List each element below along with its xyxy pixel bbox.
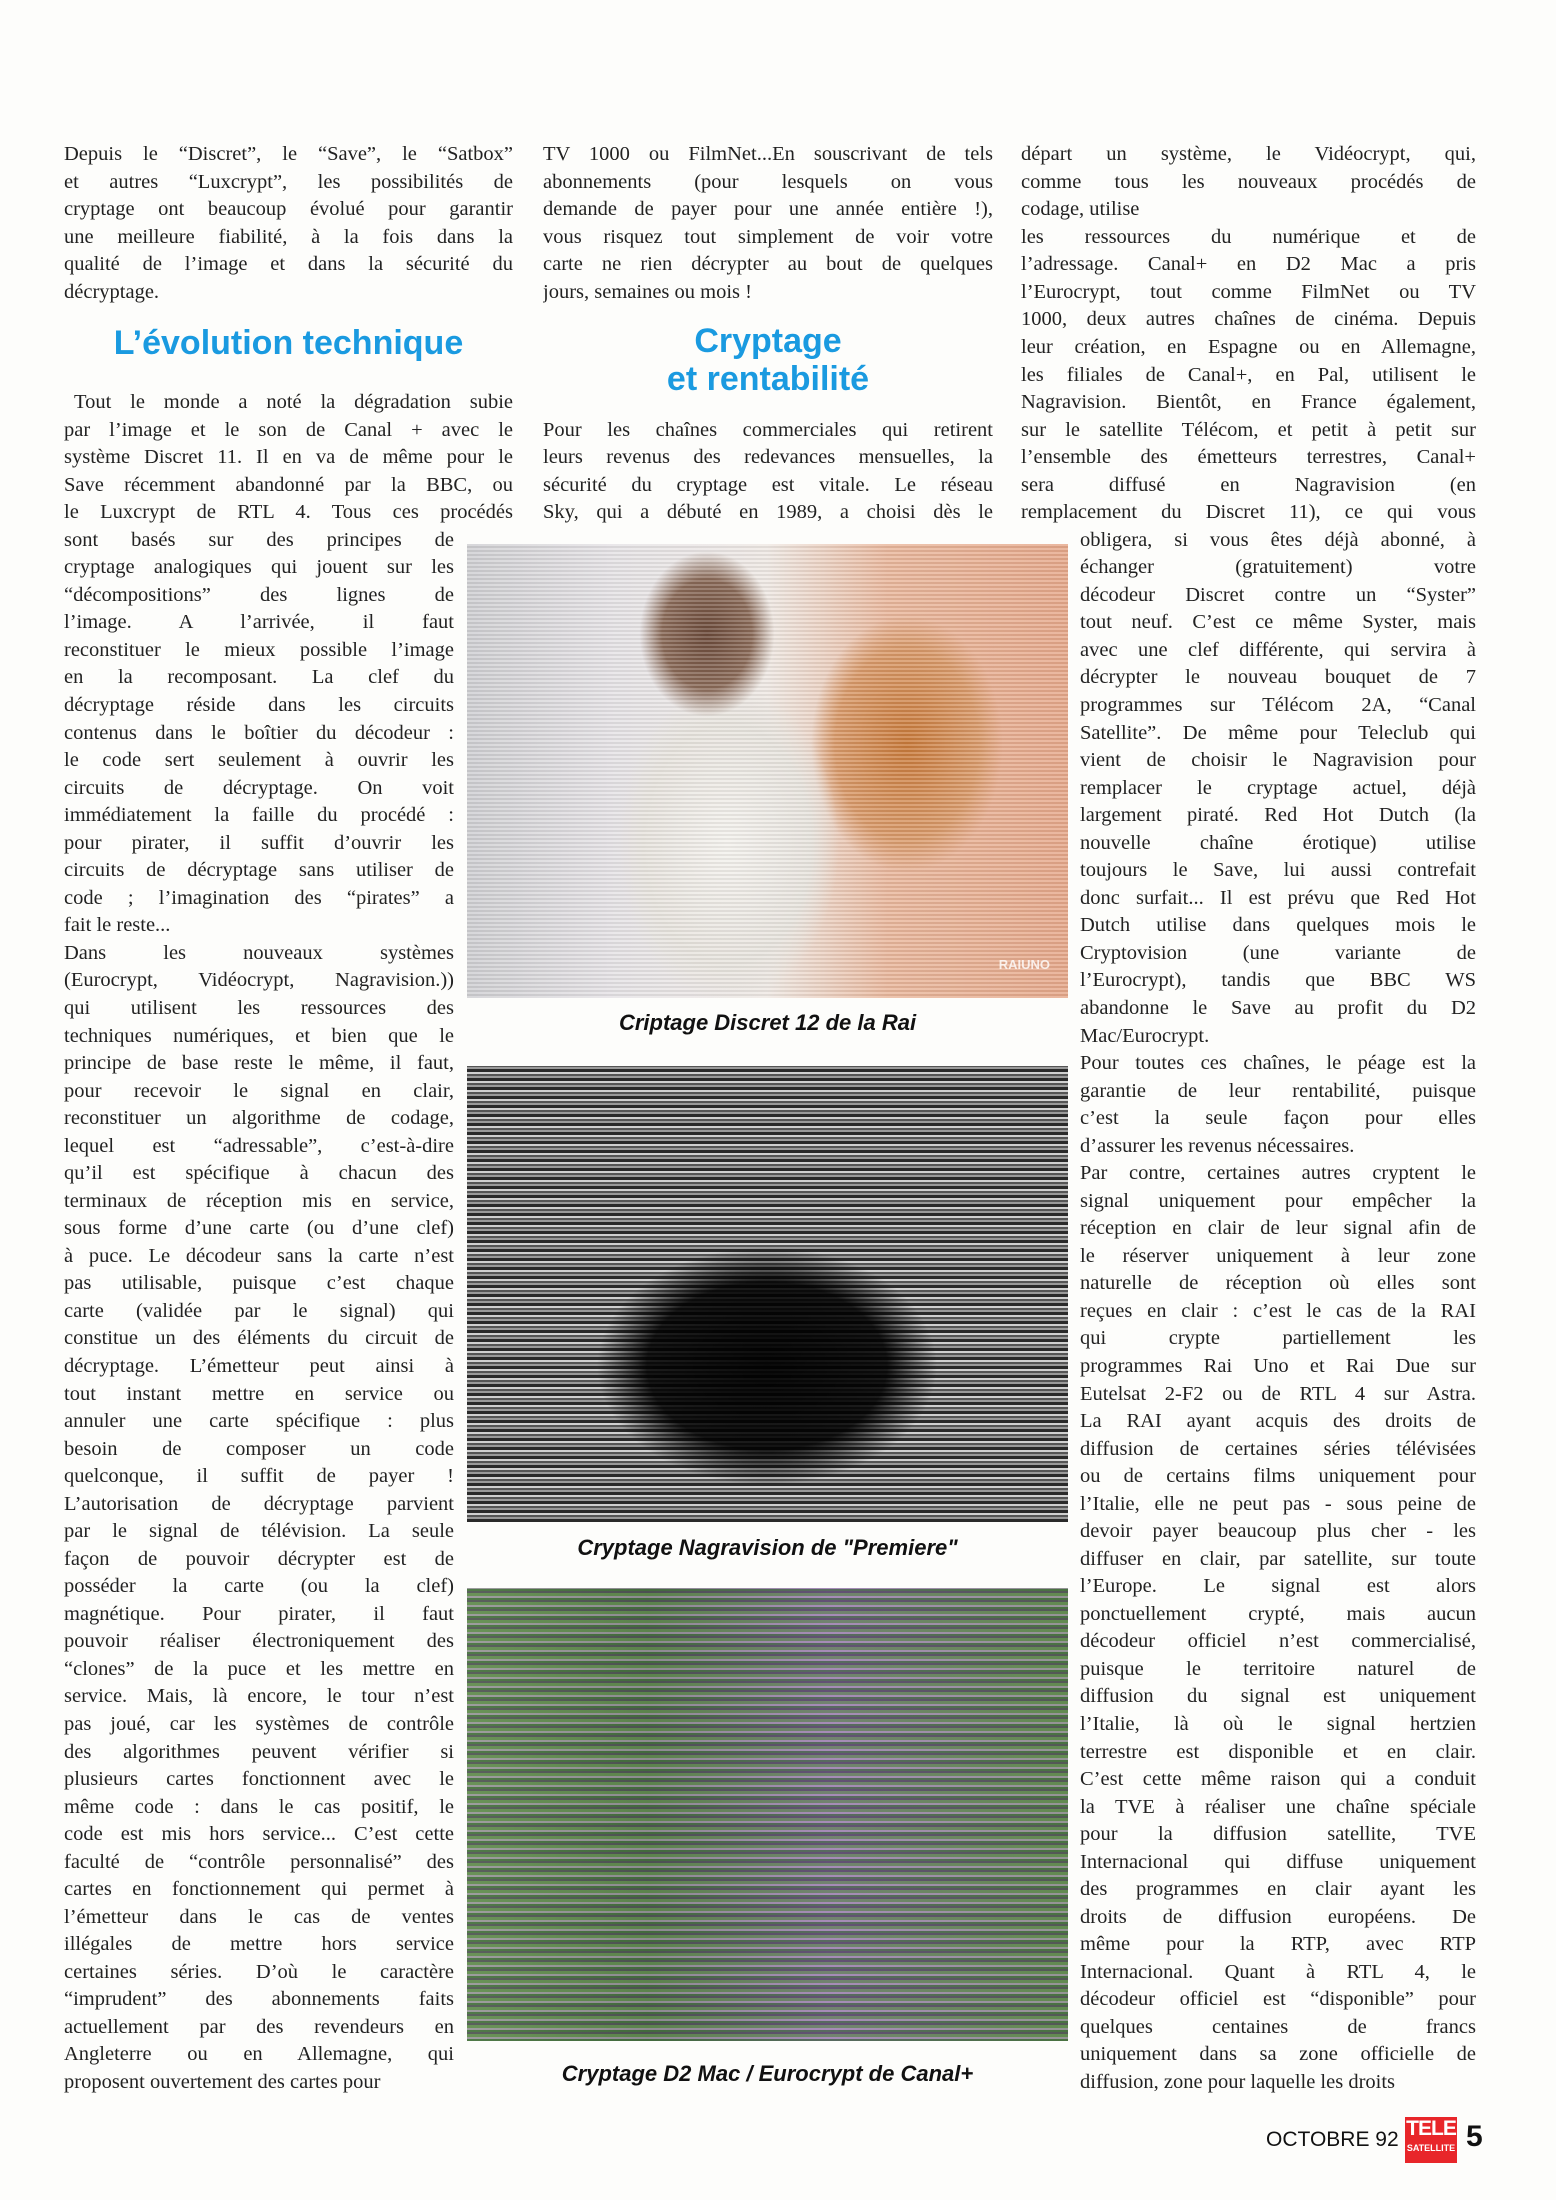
text-line: l’Eurocrypt), tandis que BBC WS [1080,969,1476,992]
photo-d2mac-eurocrypt [467,1588,1068,2041]
tele-satellite-logo [1405,2117,1457,2163]
text-line: tout neuf. C’est ce même Syster, mais [1080,611,1476,634]
text-line: sous forme d’une carte (ou d’une clef) [64,1217,454,1240]
text-line: vous risquez tout simplement de voir votre [543,225,993,248]
section-heading-evolution: L’évolution technique [113,324,464,362]
text-line: diffuser en clair, par satellite, sur toute [1080,1547,1476,1570]
text-line: une meilleure fiabilité, à la fois dans la [64,225,513,248]
text-line: réception en clair de leur signal afin de [1080,1217,1476,1240]
text-line: leurs revenus des redevances mensuelles, la [543,446,993,469]
text-line: demande de payer pour une année entière !), [543,198,993,221]
text-line: “imprudent” des abonnements faits [64,1988,454,2011]
text-line: lequel est “adressable”, c’est-à-dire [64,1134,454,1157]
text-line: circuits de décryptage sans utiliser de [64,859,454,882]
text-line: “décompositions” des lignes de [64,583,454,606]
text-line: cryptage ont beaucoup évolué pour garantir [64,198,513,221]
text-line: reçues en clair : c’est le cas de la RAI [1080,1299,1476,1322]
text-line: (Eurocrypt, Vidéocrypt, Nagravision.)) [64,969,454,992]
text-line: pas utilisable, puisque c’est chaque [64,1272,454,1295]
text-line: abonnements (pour lesquels on vous [543,170,993,193]
text-line: immédiatement la faille du procédé : [64,804,454,827]
text-line: certaines séries. D’où le caractère [64,1960,454,1983]
text-line: par l’image et le son de Canal + avec le [64,418,513,441]
text-line: principe de base reste le même, il faut, [64,1052,454,1075]
text-line: Depuis le “Discret”, le “Save”, le “Satbox” [64,143,513,166]
text-line: posséder la carte (ou la clef) [64,1575,454,1598]
photo-discret-rai [467,544,1068,998]
text-line: faculté de “contrôle personnalisé” des [64,1850,454,1873]
text-line: échanger (gratuitement) votre [1080,556,1476,579]
text-line: système Discret 11. Il en va de même pour le [64,446,513,469]
text-line: même pour la RTP, avec RTP [1080,1933,1476,1956]
text-line: l’Eurocrypt, tout comme FilmNet ou TV [1021,280,1476,303]
text-line: Cryptovision (une variante de [1080,941,1476,964]
text-line: Sky, qui a débuté en 1989, a choisi dès le [543,501,993,524]
text-line: fait le reste... [64,914,171,937]
text-line: par le signal de télévision. La seule [64,1520,454,1543]
text-line: décodeur officiel n’est commercialisé, [1080,1630,1476,1653]
text-line: besoin de composer un code [64,1437,454,1460]
text-line: leur création, en Espagne ou en Allemagne, [1021,336,1476,358]
text-line: C’est cette même raison qui a conduit [1080,1768,1476,1791]
text-line: qualité de l’image et dans la sécurité du [64,253,513,276]
text-line: sera diffusé en Nagravision (en [1021,473,1476,496]
text-line: proposent ouvertement des cartes pour [64,2071,381,2094]
text-line: ponctuellement crypté, mais aucun [1080,1602,1476,1625]
text-line: Angleterre ou en Allemagne, qui [64,2043,454,2066]
text-line: service. Mais, là encore, le tour n’est [64,1685,454,1708]
text-line: les ressources du numérique et de [1021,225,1476,248]
text-line: Internacional qui diffuse uniquement [1080,1850,1476,1873]
text-line: le code sert seulement à ouvrir les [64,749,454,772]
text-line: garantie de leur rentabilité, puisque [1080,1079,1476,1102]
text-line: techniques numériques, et bien que le [64,1024,454,1047]
text-line: quelques centaines de francs [1080,2015,1476,2038]
text-line: obligera, si vous êtes déjà abonné, à [1080,528,1476,551]
text-line: c’est la seule façon pour elles [1080,1107,1476,1130]
text-line: les filiales de Canal+, en Pal, utilisent le [1021,363,1476,386]
photo-caption: Cryptage Nagravision de "Premiere" [577,1535,958,1560]
text-line: l’ensemble des émetteurs terrestres, Canal+ [1021,446,1476,469]
text-line: décryptage réside dans les circuits [64,694,454,717]
text-line: en la recomposant. La clef du [64,666,454,689]
text-line: quelconque, il suffit de payer ! [64,1465,454,1488]
text-line: des algorithmes peuvent vérifier si [64,1740,454,1763]
text-line: le réserver uniquement à leur zone [1080,1244,1476,1267]
text-line: Internacional. Quant à RTL 4, le [1080,1960,1476,1983]
text-line: donc surfait... Il est prévu que Red Hot [1080,886,1476,909]
text-line: comme tous les nouveaux procédés de [1021,170,1476,193]
text-line: d’assurer les revenus nécessaires. [1080,1134,1355,1157]
text-line: programmes sur Télécom 2A, “Canal [1080,694,1476,717]
text-line: terminaux de réception mis en service, [64,1189,454,1212]
photo-nagravision-premiere [467,1066,1068,1522]
text-line: Nagravision. Bientôt, en France également, [1021,391,1476,414]
text-line: le Luxcrypt de RTL 4. Tous ces procédés [64,501,513,524]
text-line: Pour toutes ces chaînes, le péage est la [1080,1052,1476,1075]
text-line: l’émetteur dans le cas de ventes [64,1905,454,1928]
text-line: façon de pouvoir décrypter est de [64,1547,454,1570]
text-line: sont basés sur des principes de [64,528,454,551]
text-line: magnétique. Pour pirater, il faut [64,1602,454,1625]
text-line: devoir payer beaucoup plus cher - les [1080,1520,1476,1543]
text-line: l’Italie, elle ne peut pas - sous peine de [1080,1492,1476,1515]
heading-line: et rentabilité [666,360,870,398]
text-line: départ un système, le Vidéocrypt, qui, [1021,143,1476,166]
text-line: ou de certains films uniquement pour [1080,1465,1476,1488]
text-line: pour pirater, il suffit d’ouvrir les [64,831,454,854]
text-line: cryptage analogiques qui jouent sur les [64,556,454,579]
text-line: droits de diffusion européens. De [1080,1905,1476,1928]
text-line: annuler une carte spécifique : plus [64,1410,454,1433]
text-line: diffusion, zone pour laquelle les droits [1080,2071,1396,2094]
text-line: sur le satellite Télécom, et petit à petit sur [1021,418,1476,441]
text-line: décodeur officiel est “disponible” pour [1080,1988,1476,2011]
text-line: La RAI ayant acquis des droits de [1080,1410,1476,1433]
text-line: Eutelsat 2-F2 ou de RTL 4 sur Astra. [1080,1382,1476,1405]
logo-text-top: TELE [1406,2117,1456,2140]
text-line: pas joué, car les systèmes de contrôle [64,1713,454,1735]
text-line: codage, utilise [1021,198,1140,221]
text-line: et autres “Luxcrypt”, les possibilités de [64,170,513,193]
text-line: Save récemment abandonné par la BBC, ou [64,473,513,496]
text-line: reconstituer un algorithme de codage, [64,1107,454,1130]
text-line: la TVE à réaliser une chaîne spéciale [1080,1795,1476,1818]
text-line: même code : dans le cas positif, le [64,1795,454,1818]
text-line: remplacer le cryptage actuel, déjà [1080,776,1476,799]
text-line: Mac/Eurocrypt. [1080,1024,1210,1047]
text-line: l’Italie, là où le signal hertzien [1080,1713,1476,1735]
text-line: Satellite”. De même pour Teleclub qui [1080,721,1476,744]
text-line: signal uniquement pour empêcher la [1080,1189,1476,1212]
text-line: carte ne rien décrypter au bout de quelques [543,253,993,276]
channel-watermark: RAIUNO [998,957,1050,972]
text-line: décrypter le nouveau bouquet de 7 [1080,666,1476,689]
text-line: diffusion du signal est uniquement [1080,1685,1476,1708]
text-line: pour la diffusion satellite, TVE [1080,1823,1476,1846]
issue-date: OCTOBRE 92 [1266,2128,1399,2151]
text-line: puisque le territoire naturel de [1080,1657,1476,1680]
text-line: abandonne le Save au profit du D2 [1080,996,1476,1019]
text-line: Pour les chaînes commerciales qui retirent [543,418,993,441]
text-line: terrestre est disponible et en clair. [1080,1740,1476,1763]
text-line: code est mis hors service... C’est cette [64,1823,454,1846]
text-line: décodeur Discret contre un “Syster” [1080,583,1476,606]
photo-caption: Criptage Discret 12 de la Rai [618,1010,917,1035]
text-line: L’autorisation de décryptage parvient [64,1492,454,1515]
text-line: reconstituer le mieux possible l’image [64,638,454,661]
text-line: l’image. A l’arrivée, il faut [64,611,454,634]
heading-line: Cryptage [694,322,842,360]
photo-caption: Cryptage D2 Mac / Eurocrypt de Canal+ [561,2061,974,2086]
text-line: qui crypte partiellement les [1080,1327,1476,1350]
text-line: TV 1000 ou FilmNet...En souscrivant de tels [543,143,993,166]
text-line: contenus dans le boîtier du décodeur : [64,721,454,744]
text-line: toujours le Save, lui aussi contrefait [1080,859,1476,882]
text-line: constitue un des éléments du circuit de [64,1327,454,1350]
text-line: pouvoir réaliser électroniquement des [64,1630,454,1653]
text-line: tout instant mettre en service ou [64,1382,454,1405]
text-line: plusieurs cartes fonctionnent avec le [64,1768,454,1791]
text-line: remplacement du Discret 11), ce qui vous [1021,501,1476,524]
text-line: des programmes en clair ayant les [1080,1878,1476,1901]
text-line: qui utilisent les ressources des [64,996,454,1019]
logo-text-bottom: SATELLITE [1406,2143,1456,2153]
text-line: diffusion de certaines séries télévisées [1080,1437,1476,1460]
text-line: nouvelle chaîne érotique) utilise [1080,831,1476,854]
text-line: pour recevoir le signal en clair, [64,1079,454,1102]
text-line: cartes en fonctionnement qui permet à [64,1878,454,1901]
text-line: largement piraté. Red Hot Dutch (la [1080,804,1476,827]
text-line: décryptage. L’émetteur peut ainsi à [64,1354,454,1377]
text-line: l’Europe. Le signal est alors [1080,1575,1476,1598]
text-line: actuellement par des revendeurs en [64,2015,454,2038]
text-line: Dans les nouveaux systèmes [64,941,454,964]
text-line: qu’il est spécifique à chacun des [64,1162,454,1185]
text-line: à puce. Le décodeur sans la carte n’est [64,1244,454,1267]
text-line: “clones” de la puce et les mettre en [64,1657,454,1680]
text-line: programmes Rai Uno et Rai Due sur [1080,1354,1476,1377]
text-line: circuits de décryptage. On voit [64,776,454,799]
text-line: jours, semaines ou mois ! [543,280,752,303]
text-line: Tout le monde a noté la dégradation subie [74,391,513,414]
text-line: l’adressage. Canal+ en D2 Mac a pris [1021,253,1476,276]
text-line: code ; l’imagination des “pirates” a [64,886,454,909]
text-line: illégales de mettre hors service [64,1933,454,1956]
text-line: carte (validée par le signal) qui [64,1299,454,1322]
text-line: Par contre, certaines autres cryptent le [1080,1162,1476,1185]
section-heading-cryptage [543,322,993,398]
text-line: naturelle de réception où elles sont [1080,1272,1476,1295]
text-line: uniquement dans sa zone officielle de [1080,2043,1476,2066]
page-number: 5 [1466,2120,1483,2153]
text-line: sécurité du cryptage est vitale. Le réseau [543,473,993,496]
text-line: Dutch utilise dans quelques mois le [1080,914,1476,937]
text-line: décryptage. [64,280,160,303]
text-line: avec une clef différente, qui servira à [1080,638,1476,661]
text-line: vient de choisir le Nagravision pour [1080,749,1476,772]
text-line: 1000, deux autres chaînes de cinéma. Depuis [1021,308,1476,331]
